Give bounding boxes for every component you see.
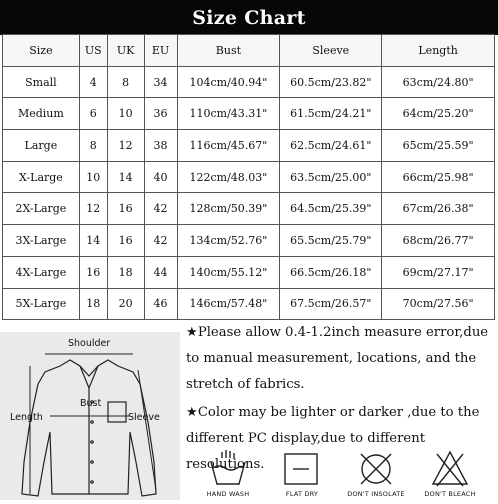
size-chart-title-bar — [0, 0, 498, 35]
table-cell: 69cm/27.17" — [382, 256, 495, 288]
table-cell: 42 — [144, 193, 177, 225]
table-row — [3, 66, 495, 98]
table-cell: 16 — [79, 256, 107, 288]
table-cell: 44 — [144, 256, 177, 288]
no-insolate-item — [341, 448, 411, 498]
table-cell: 18 — [79, 288, 107, 320]
table-cell: 64cm/25.20" — [382, 98, 495, 130]
no-bleach-item — [415, 448, 485, 498]
no-insolate-label: DON'T INSOLATE — [347, 490, 405, 498]
col-bust: Bust — [177, 35, 280, 67]
table-cell: 16 — [107, 225, 144, 257]
bust-label: Bust — [80, 398, 102, 409]
table-cell: 146cm/57.48" — [177, 288, 280, 320]
table-cell: 36 — [144, 98, 177, 130]
table-cell: 67.5cm/26.57" — [280, 288, 382, 320]
table-cell: 2X-Large — [3, 193, 80, 225]
table-cell: 60.5cm/23.82" — [280, 66, 382, 98]
table-cell: 116cm/45.67" — [177, 130, 280, 162]
table-cell: 122cm/48.03" — [177, 161, 280, 193]
table-row — [3, 193, 495, 225]
table-cell: 65.5cm/25.79" — [280, 225, 382, 257]
table-cell: 66cm/25.98" — [382, 161, 495, 193]
table-cell: 42 — [144, 225, 177, 257]
table-cell: 14 — [79, 225, 107, 257]
size-table — [2, 34, 495, 320]
table-cell: 65cm/25.59" — [382, 130, 495, 162]
table-cell: 62.5cm/24.61" — [280, 130, 382, 162]
hand-wash-icon — [193, 448, 263, 490]
table-row — [3, 130, 495, 162]
table-cell: 20 — [107, 288, 144, 320]
table-cell: 140cm/55.12" — [177, 256, 280, 288]
col-size: Size — [3, 35, 80, 67]
table-cell: 46 — [144, 288, 177, 320]
size-chart-title: Size Chart — [192, 6, 306, 29]
table-cell: 16 — [107, 193, 144, 225]
col-length: Length — [382, 35, 495, 67]
table-cell: 4X-Large — [3, 256, 80, 288]
hand-wash-label: HAND WASH — [206, 490, 250, 498]
table-row — [3, 225, 495, 257]
table-header-row — [3, 35, 495, 67]
flat-dry-icon — [267, 448, 337, 490]
flat-dry-item — [267, 448, 337, 498]
table-cell: 67cm/26.38" — [382, 193, 495, 225]
shoulder-label: Shoulder — [68, 338, 111, 349]
note-measure-error: ★Please allow 0.4-1.2inch measure error,due to manual measurement, locations, and the stretch of fabrics. — [186, 325, 489, 392]
table-cell: Small — [3, 66, 80, 98]
sleeve-label: Sleeve — [128, 412, 160, 423]
col-uk: UK — [107, 35, 144, 67]
shirt-measurement-diagram — [0, 332, 180, 500]
table-cell: 40 — [144, 161, 177, 193]
no-bleach-label: DON'T BLEACH — [424, 490, 476, 498]
table-cell: 68cm/26.77" — [382, 225, 495, 257]
col-us: US — [79, 35, 107, 67]
table-cell: 128cm/50.39" — [177, 193, 280, 225]
table-cell: 134cm/52.76" — [177, 225, 280, 257]
table-cell: Large — [3, 130, 80, 162]
table-cell: 8 — [107, 66, 144, 98]
table-cell: 6 — [79, 98, 107, 130]
no-insolate-icon — [341, 448, 411, 490]
hand-wash-item — [193, 448, 263, 498]
table-cell: 18 — [107, 256, 144, 288]
table-cell: 8 — [79, 130, 107, 162]
flat-dry-label: FLAT DRY — [285, 490, 319, 498]
table-row — [3, 256, 495, 288]
table-cell: Medium — [3, 98, 80, 130]
col-sleeve: Sleeve — [280, 35, 382, 67]
table-cell: 34 — [144, 66, 177, 98]
care-icons — [193, 448, 498, 500]
table-cell: 12 — [107, 130, 144, 162]
table-cell: 38 — [144, 130, 177, 162]
table-cell: 14 — [107, 161, 144, 193]
table-cell: 3X-Large — [3, 225, 80, 257]
table-row — [3, 288, 495, 320]
table-row — [3, 161, 495, 193]
table-cell: 63.5cm/25.00" — [280, 161, 382, 193]
note-color: ★Color may be lighter or darker ,due to the different PC display,due to different resolutions. — [186, 405, 480, 472]
table-cell: 63cm/24.80" — [382, 66, 495, 98]
table-cell: 12 — [79, 193, 107, 225]
table-cell: 5X-Large — [3, 288, 80, 320]
table-cell: 10 — [107, 98, 144, 130]
length-label: Length — [10, 412, 43, 423]
table-cell: 61.5cm/24.21" — [280, 98, 382, 130]
table-cell: 4 — [79, 66, 107, 98]
table-cell: 64.5cm/25.39" — [280, 193, 382, 225]
table-row — [3, 98, 495, 130]
table-cell: 110cm/43.31" — [177, 98, 280, 130]
table-cell: 66.5cm/26.18" — [280, 256, 382, 288]
no-bleach-icon — [415, 448, 485, 490]
table-cell: 70cm/27.56" — [382, 288, 495, 320]
table-cell: 10 — [79, 161, 107, 193]
table-cell: 104cm/40.94" — [177, 66, 280, 98]
table-cell: X-Large — [3, 161, 80, 193]
col-eu: EU — [144, 35, 177, 67]
